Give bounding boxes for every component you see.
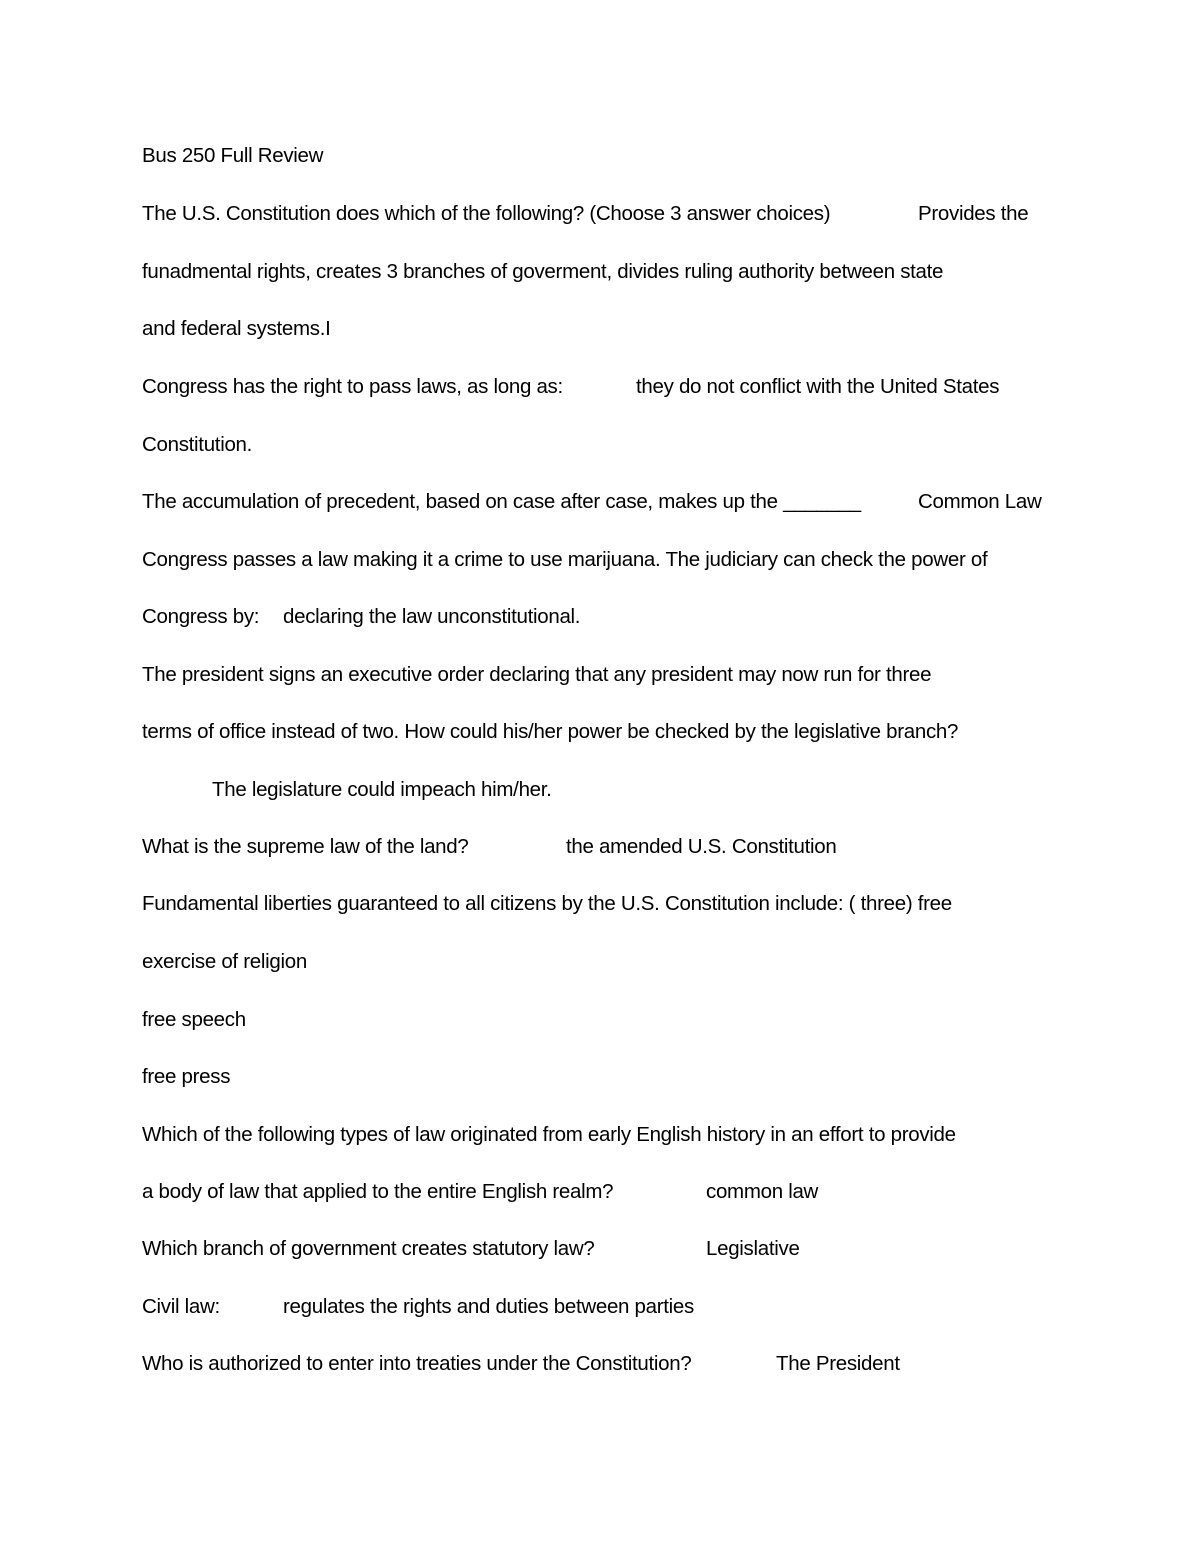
- question-supreme-law: What is the supreme law of the land?: [142, 835, 469, 858]
- question-precedent: The accumulation of precedent, based on case after case, makes up the _______: [142, 490, 861, 513]
- answer-congress: they do not conflict with the United States: [636, 375, 1000, 398]
- answer-civil-law: regulates the rights and duties between parties: [283, 1295, 694, 1318]
- question-judiciary-cont: Congress by:: [142, 605, 260, 628]
- question-liberties: Fundamental liberties guaranteed to all citizens by the U.S. Constitution include: ( three) free: [142, 892, 952, 915]
- document-title: Bus 250 Full Review: [142, 144, 324, 167]
- question-english-law: Which of the following types of law originated from early English history in an effort to provide: [142, 1123, 956, 1146]
- answer-english-law: common law: [706, 1180, 819, 1203]
- question-treaties: Who is authorized to enter into treaties under the Constitution?: [142, 1352, 692, 1375]
- answer-constitution: Provides the: [918, 202, 1029, 225]
- answer-congress-cont: Constitution.: [142, 433, 253, 456]
- answer-treaties: The President: [776, 1352, 900, 1375]
- question-judiciary: Congress passes a law making it a crime to use marijuana. The judiciary can check the power of: [142, 548, 988, 571]
- question-civil-law: Civil law:: [142, 1295, 220, 1318]
- answer-supreme-law: the amended U.S. Constitution: [566, 835, 837, 858]
- question-statutory-law: Which branch of government creates statutory law?: [142, 1237, 595, 1260]
- answer-president: The legislature could impeach him/her.: [212, 778, 552, 801]
- question-president: The president signs an executive order declaring that any president may now run for three: [142, 663, 932, 686]
- answer-statutory-law: Legislative: [706, 1237, 800, 1260]
- answer-constitution-end: and federal systems.I: [142, 317, 331, 340]
- question-president-cont: terms of office instead of two. How could his/her power be checked by the legislative branch?: [142, 720, 959, 743]
- question-constitution: The U.S. Constitution does which of the following? (Choose 3 answer choices): [142, 202, 831, 225]
- answer-precedent: Common Law: [918, 490, 1042, 513]
- answer-liberties-3: free press: [142, 1065, 231, 1088]
- question-congress: Congress has the right to pass laws, as long as:: [142, 375, 563, 398]
- question-english-law-cont: a body of law that applied to the entire English realm?: [142, 1180, 614, 1203]
- answer-judiciary: declaring the law unconstitutional.: [283, 605, 581, 628]
- answer-liberties-2: free speech: [142, 1008, 246, 1031]
- answer-liberties-1: exercise of religion: [142, 950, 307, 973]
- answer-constitution-cont: funadmental rights, creates 3 branches of goverment, divides ruling authority between state: [142, 260, 944, 283]
